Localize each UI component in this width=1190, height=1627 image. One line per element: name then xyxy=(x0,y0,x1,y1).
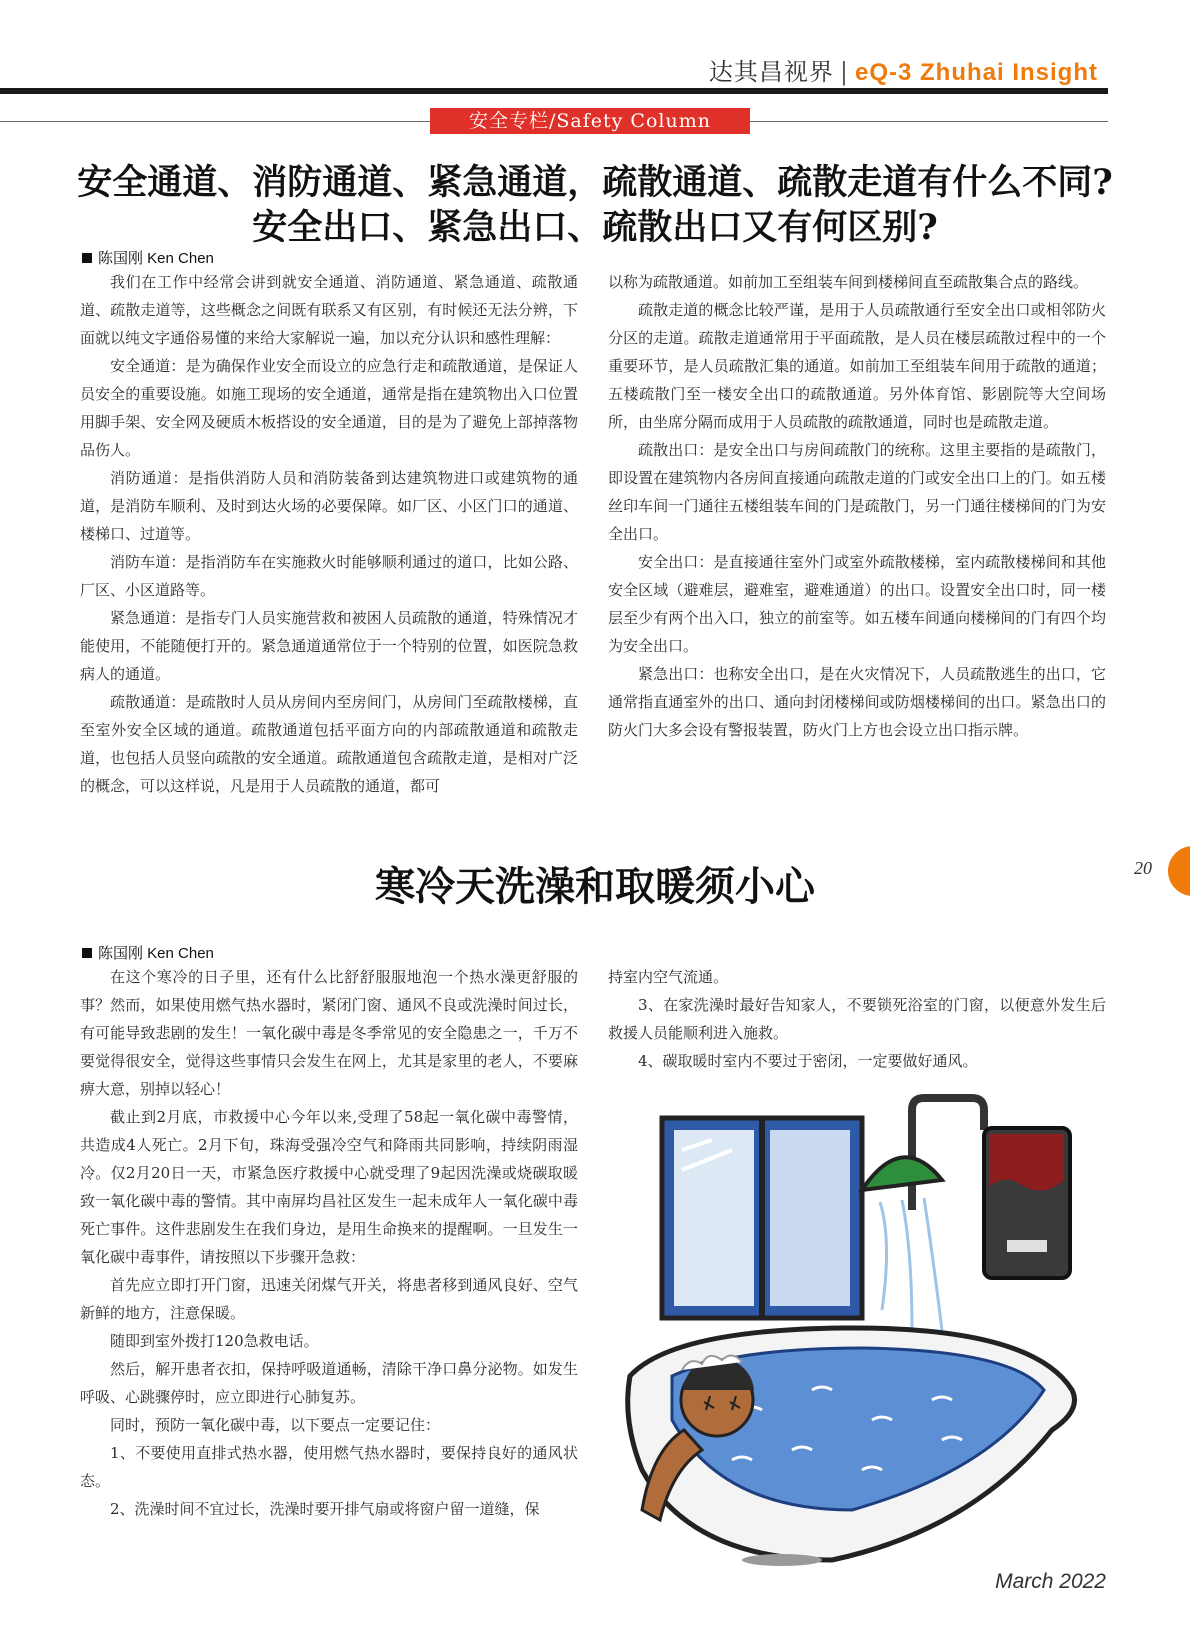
article1-paragraph: 安全通道：是为确保作业安全而设立的应急行走和疏散通道，是保证人员安全的重要设施。如施工现场的安全通道，通常是指在建筑物出入口位置用脚手架、安全网及硬质木板搭设的安全通道，目的是为了避免上部掉落物品伤人。 xyxy=(80,357,578,459)
article1-title xyxy=(0,160,1190,250)
article1-paragraph: 我们在工作中经常会讲到就安全通道、消防通道、紧急通道、疏散通道、疏散走道等，这些概念之间既有联系又有区别，有时候还无法分辨，下面就以纯文字通俗易懂的来给大家解说一遍，加以充分认识和感性理解： xyxy=(80,273,578,347)
article2-paragraph: 然后，解开患者衣扣，保持呼吸道通畅，清除干净口鼻分泌物。如发生呼吸、心跳骤停时，应立即进行心肺复苏。 xyxy=(80,1360,578,1406)
article2-paragraph: 随即到室外拨打120急救电话。 xyxy=(110,1332,319,1350)
column-tag: 安全专栏/Safety Column xyxy=(430,108,750,134)
article1-paragraph: 消防通道：是指供消防人员和消防装备到达建筑物进口或建筑物的通道，是消防车顺利、及时到达火场的必要保障。如厂区、小区门口的通道、楼梯口、过道等。 xyxy=(80,469,578,543)
article1-paragraph-continued: 以称为疏散通道。如前加工至组装车间到楼梯间直至疏散集合点的路线。 xyxy=(608,273,1089,291)
article1-left-column xyxy=(80,268,578,800)
article1-paragraph: 消防车道：是指消防车在实施救火时能够顺利通过的道口，比如公路、厂区、小区道路等。 xyxy=(80,553,578,599)
article1-title-line2: 安全出口、紧急出口、疏散出口又有何区别? xyxy=(252,207,938,248)
article1-paragraph: 疏散通道：是疏散时人员从房间内至房间门，从房间门至疏散楼梯，直至室外安全区域的通道。疏散通道包括平面方向的内部疏散通道和疏散走道，也包括人员竖向疏散的安全通道。疏散通道包含疏散走道，是相对广泛的概念，可以这样说，凡是用于人员疏散的通道，都可 xyxy=(80,693,578,795)
byline-square-icon xyxy=(82,253,92,263)
article2-byline xyxy=(82,942,214,963)
header-rule xyxy=(0,88,1108,94)
article2-paragraph: 在这个寒冷的日子里，还有什么比舒舒服服地泡一个热水澡更舒服的事？然而，如果使用燃气热水器时，紧闭门窗、通风不良或洗澡时间过长，有可能导致悲剧的发生！一氧化碳中毒是冬季常见的安全隐患之一，千万不要觉得很安全，觉得这些事情只会发生在网上，尤其是家里的老人，不要麻痹大意，别掉以轻心！ xyxy=(80,968,578,1098)
article2-paragraph: 同时，预防一氧化碳中毒，以下要点一定要记住： xyxy=(110,1416,441,1434)
article1-paragraph: 紧急通道：是指专门人员实施营救和被困人员疏散的通道，特殊情况才能使用，不能随便打开的。紧急通道通常位于一个特别的位置，如医院急救病人的通道。 xyxy=(80,609,578,683)
magazine-header xyxy=(709,52,1098,87)
bath-scene-image xyxy=(612,1090,1104,1568)
article1-author: 陈国刚 Ken Chen xyxy=(98,250,214,267)
issue-date: March 2022 xyxy=(995,1570,1106,1593)
article2-paragraph: 4、碳取暖时室内不要过于密闭，一定要做好通风。 xyxy=(638,1052,978,1070)
article1-paragraph: 疏散走道的概念比较严谨，是用于人员疏散通行至安全出口或相邻防火分区的走道。疏散走道通常用于平面疏散，是人员在楼层疏散过程中的一个重要环节，是人员疏散汇集的通道。如前加工至组装车间用于疏散的通道；五楼疏散门至一楼安全出口的疏散通道。另外体育馆、影剧院等大空间场所，由坐席分隔而成用于人员疏散的疏散通道，同时也是疏散走道。 xyxy=(608,301,1106,431)
window-icon xyxy=(662,1118,862,1318)
article2-paragraph: 截止到2月底，市救援中心今年以来,受理了58起一氧化碳中毒警情，共造成4人死亡。2月下旬，珠海受强冷空气和降雨共同影响，持续阴雨湿冷。仅2月20日一天，市紧急医疗救援中心就受理了9起因洗澡或烧碳取暖致一氧化碳中毒的警情。其中南屏均昌社区发生一起未成年人一氧化碳中毒死亡事件。这件悲剧发生在我们身边，是用生命换来的提醒啊。一旦发生一氧化碳中毒事件，请按照以下步骤开急救： xyxy=(80,1108,578,1266)
article2-paragraph-continued: 持室内空气流通。 xyxy=(608,968,729,986)
article2-right-column xyxy=(608,963,1106,1075)
article1-title-line1: 安全通道、消防通道、紧急通道，疏散通道、疏散走道有什么不同? xyxy=(77,162,1113,203)
brand-cn: 达其昌视界 xyxy=(708,58,834,86)
bathtub-illustration xyxy=(612,1090,1104,1568)
article2-paragraph: 1、不要使用直排式热水器，使用燃气热水器时，要保持良好的通风状态。 xyxy=(80,1444,578,1490)
article1-paragraph: 安全出口：是直接通往室外门或室外疏散楼梯，室内疏散楼梯间和其他安全区域（避难层，避难室，避难通道）的出口。设置安全出口时，同一楼层至少有两个出入口，独立的前室等。如五楼车间通向楼梯间的门有四个均为安全出口。 xyxy=(608,553,1106,655)
article1-paragraph: 疏散出口：是安全出口与房间疏散门的统称。这里主要指的是疏散门，即设置在建筑物内各房间直接通向疏散走道的门或安全出口上的门。如五楼丝印车间一门通往五楼组装车间的门是疏散门，另一门通往楼梯间的门为安全出口。 xyxy=(608,441,1106,543)
page-number: 20 xyxy=(1134,858,1152,878)
article1-paragraph: 紧急出口：也称安全出口，是在火灾情况下，人员疏散逃生的出口，它通常指直通室外的出口、通向封闭楼梯间或防烟楼梯间的出口。紧急出口的防火门大多会设有警报装置，防火门上方也会设立出口指示牌。 xyxy=(608,665,1106,739)
article2-title: 寒冷天洗澡和取暖须小心 xyxy=(375,863,815,910)
byline-square-icon xyxy=(82,948,92,958)
brand-separator: | xyxy=(839,58,849,86)
article2-paragraph: 3、在家洗澡时最好告知家人，不要锁死浴室的门窗，以便意外发生后救援人员能顺利进入施救。 xyxy=(608,996,1106,1042)
article2-author: 陈国刚 Ken Chen xyxy=(98,945,214,962)
article1-right-column xyxy=(608,268,1106,744)
article2-paragraph: 首先应立即打开门窗，迅速关闭煤气开关，将患者移到通风良好、空气新鲜的地方，注意保暖。 xyxy=(80,1276,578,1322)
brand-en: eQ-3 Zhuhai Insight xyxy=(854,59,1098,86)
shower-head-icon xyxy=(862,1098,984,1330)
article1-byline xyxy=(82,247,214,268)
water-heater-icon xyxy=(984,1128,1070,1278)
article2-left-column xyxy=(80,963,578,1523)
article2-paragraph: 2、洗澡时间不宜过长，洗澡时要开排气扇或将窗户留一道缝，保 xyxy=(110,1500,540,1518)
